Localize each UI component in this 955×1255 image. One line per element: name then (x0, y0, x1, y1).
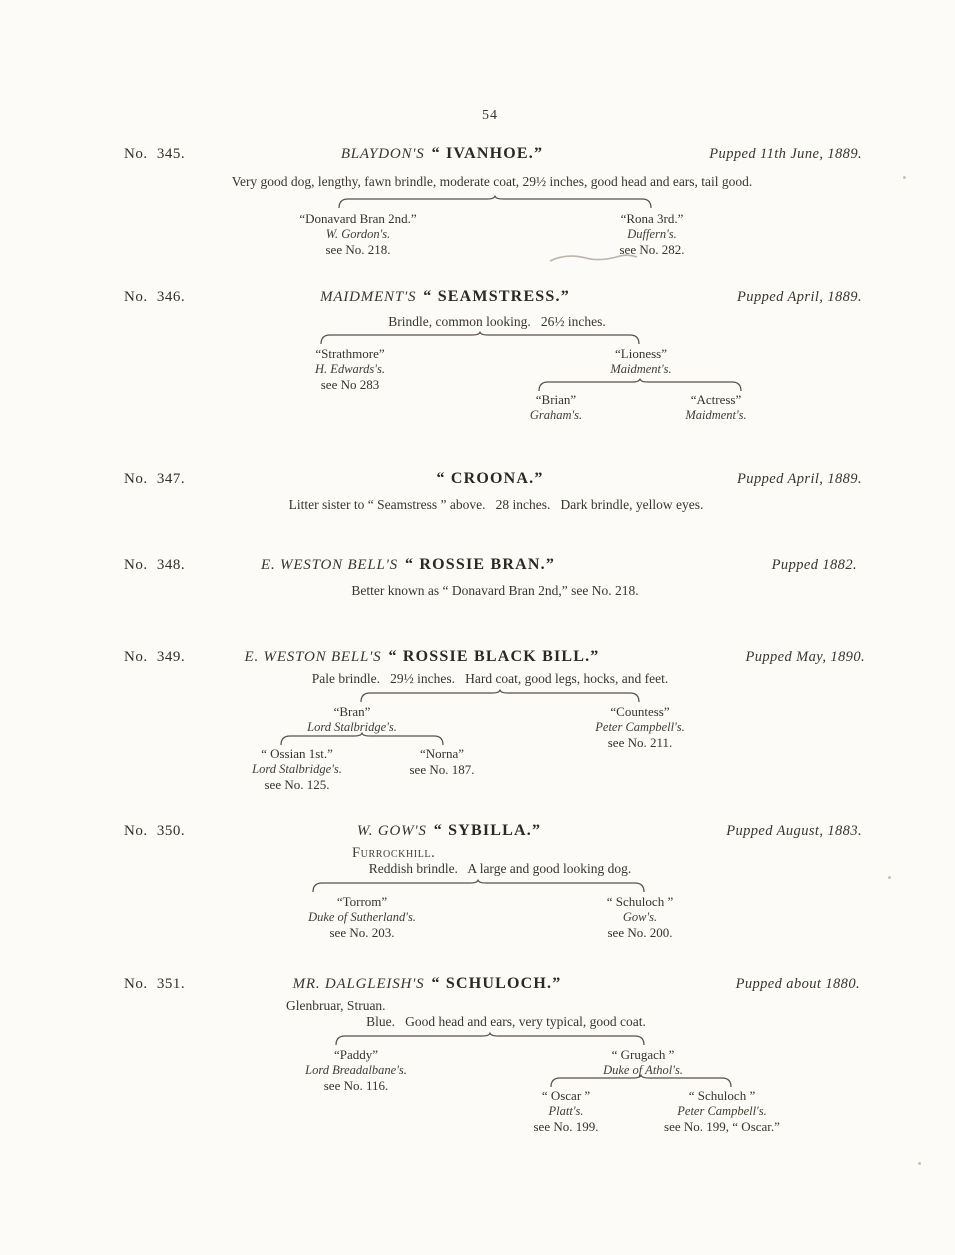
pedigree-dam-sire (534, 1088, 599, 1135)
ancestor-name: “Paddy” (333, 1047, 379, 1062)
scan-smudge (548, 250, 640, 266)
pupped-date: Pupped 11th June, 1889. (709, 146, 862, 162)
pedigree-dam-dam (685, 392, 746, 423)
pupped-date: Pupped about 1880. (735, 976, 860, 992)
entry-number: No. 350. (124, 823, 186, 839)
ancestor-ref: see No. 211. (607, 735, 673, 750)
pedigree-sire (299, 211, 416, 258)
ancestor-name: “Rona 3rd.” (620, 211, 684, 226)
entry-title (357, 822, 541, 840)
owner-name: BLAYDON'S (340, 146, 425, 162)
entry-number: No. 348. (124, 557, 186, 573)
entry-title (293, 975, 562, 993)
pedigree-dam (620, 211, 685, 258)
owner-name: E. WESTON BELL'S (244, 649, 382, 665)
pedigree-dam (610, 346, 671, 377)
pedigree-sire (315, 346, 385, 393)
ancestor-ref: see No. 200. (607, 925, 673, 940)
entry-title (320, 288, 570, 306)
pedigree-brace (335, 1032, 645, 1046)
entry-number: No. 347. (124, 471, 186, 487)
ancestor-owner: Platt's. (548, 1103, 584, 1118)
pedigree-brace (338, 195, 652, 209)
ancestor-owner: Maidment's. (610, 361, 672, 376)
pedigree-sire (308, 894, 416, 941)
dog-name: “ ROSSIE BRAN.” (404, 556, 556, 573)
entry-number: No. 351. (124, 976, 186, 992)
ancestor-owner: W. Gordon's. (325, 226, 391, 241)
ancestor-owner: Lord Stalbridge's. (252, 761, 342, 776)
ancestor-owner: Duffern's. (627, 226, 677, 241)
entry-description: Pale brindle. 29½ inches. Hard coat, good legs, hocks, and feet. (311, 671, 669, 686)
ancestor-ref: see No. 203. (329, 925, 395, 940)
ancestor-name: “ Grugach ” (611, 1047, 675, 1062)
ancestor-ref: see No. 218. (325, 242, 391, 257)
ancestor-ref: see No 283 (320, 377, 380, 392)
entry-title (341, 145, 543, 163)
entry-number: No. 345. (124, 146, 186, 162)
ancestor-owner: H. Edwards's. (315, 361, 385, 376)
ancestor-name: “ Oscar ” (541, 1088, 591, 1103)
ancestor-ref: see No. 125. (264, 777, 330, 792)
pupped-date: Pupped 1882. (771, 557, 857, 573)
ancestor-owner: Peter Campbell's. (595, 719, 685, 734)
owner-name: W. GOW'S (356, 823, 427, 839)
pupped-date: Pupped August, 1883. (726, 823, 862, 839)
entry-description: Brindle, common looking. 26½ inches. (388, 314, 606, 329)
ancestor-ref: see No. 199, “ Oscar.” (664, 1119, 780, 1134)
pedigree-sire (307, 704, 397, 735)
pedigree-dam-sire (530, 392, 582, 423)
dog-name: “ SCHULOCH.” (431, 975, 562, 992)
ancestor-name: “Countess” (610, 704, 670, 719)
pupped-date: Pupped May, 1890. (745, 649, 865, 665)
ancestor-name: “Strathmore” (315, 346, 385, 361)
ancestor-name: “ Ossian 1st.” (261, 746, 333, 761)
dog-name: “ IVANHOE.” (431, 145, 544, 162)
ancestor-owner: Duke of Sutherland's. (308, 909, 416, 924)
ancestor-name: “Norna” (419, 746, 465, 761)
entry-description: Better known as “ Donavard Bran 2nd,” see No. 218. (351, 583, 639, 598)
scan-speck (903, 176, 906, 179)
entry-number: No. 349. (124, 649, 186, 665)
scan-speck (888, 876, 891, 879)
entry-description: Litter sister to “ Seamstress ” above. 28 inches. Dark brindle, yellow eyes. (288, 497, 704, 512)
pedigree-sub-brace (550, 1074, 732, 1088)
ancestor-ref: see No. 187. (409, 761, 475, 777)
ancestor-name: “Donavard Bran 2nd.” (299, 211, 417, 226)
ancestor-ref: see No. 199. (533, 1119, 599, 1134)
ancestor-ref: see No. 116. (323, 1078, 389, 1093)
pedigree-sire (305, 1047, 407, 1094)
owner-name: MR. DALGLEISH'S (292, 976, 425, 992)
kennel-name: Furrockhill. (352, 845, 436, 861)
ancestor-owner: Graham's. (529, 407, 583, 422)
entry-title (261, 556, 555, 574)
ancestor-name: “Torrom” (336, 894, 388, 909)
dog-name: “ ROSSIE BLACK BILL.” (388, 648, 600, 665)
pedigree-brace (320, 331, 640, 345)
ancestor-owner: Peter Campbell's. (677, 1103, 767, 1118)
owner-name: E. WESTON BELL'S (260, 557, 398, 573)
entry-description: Reddish brindle. A large and good looking dog. (368, 861, 632, 876)
entry-description: Very good dog, lengthy, fawn brindle, moderate coat, 29½ inches, good head and ears, tail good. (231, 174, 753, 189)
pedigree-brace (360, 689, 640, 703)
ancestor-name: “Bran” (333, 704, 371, 719)
dog-name: “ SYBILLA.” (433, 822, 542, 839)
pedigree-sub-brace (280, 732, 444, 746)
pupped-date: Pupped April, 1889. (737, 471, 862, 487)
entry-number: No. 346. (124, 289, 186, 305)
owner-name: MAIDMENT'S (320, 289, 417, 305)
ancestor-name: “Actress” (690, 392, 742, 407)
ancestor-name: “Brian” (535, 392, 577, 407)
entry-title (244, 648, 599, 666)
pedigree-dam (607, 894, 673, 941)
ancestor-owner: Lord Stalbridge's. (307, 719, 397, 734)
page-number: 54 (482, 108, 498, 123)
entry-description: Blue. Good head and ears, very typical, good coat. (366, 1014, 646, 1029)
ancestor-name: “Lioness” (615, 346, 667, 361)
dog-name: “ SEAMSTRESS.” (423, 288, 570, 305)
ancestor-owner: Duke of Athol's. (603, 1062, 683, 1077)
entry-title (436, 470, 543, 488)
ancestor-owner: Maidment's. (685, 407, 747, 422)
ancestor-owner: Gow's. (622, 909, 658, 924)
pupped-date: Pupped April, 1889. (737, 289, 862, 305)
pedigree-dam (595, 704, 684, 751)
pedigree-sire-dam (410, 746, 475, 777)
pedigree-brace (312, 879, 645, 893)
pedigree-dam-dam (664, 1088, 780, 1135)
dog-name: “ CROONA.” (436, 470, 544, 487)
ancestor-name: “ Schuloch ” (606, 894, 674, 909)
ancestor-ref: see No. 282. (619, 242, 685, 257)
ancestor-owner: Lord Breadalbane's. (305, 1062, 407, 1077)
pedigree-sire-sire (252, 746, 342, 793)
ancestor-name: “ Schuloch ” (688, 1088, 756, 1103)
scan-speck (918, 1162, 921, 1165)
kennel-name: Glenbruar, Struan. (286, 998, 386, 1013)
pedigree-dam (603, 1047, 683, 1078)
pedigree-sub-brace (538, 378, 742, 392)
